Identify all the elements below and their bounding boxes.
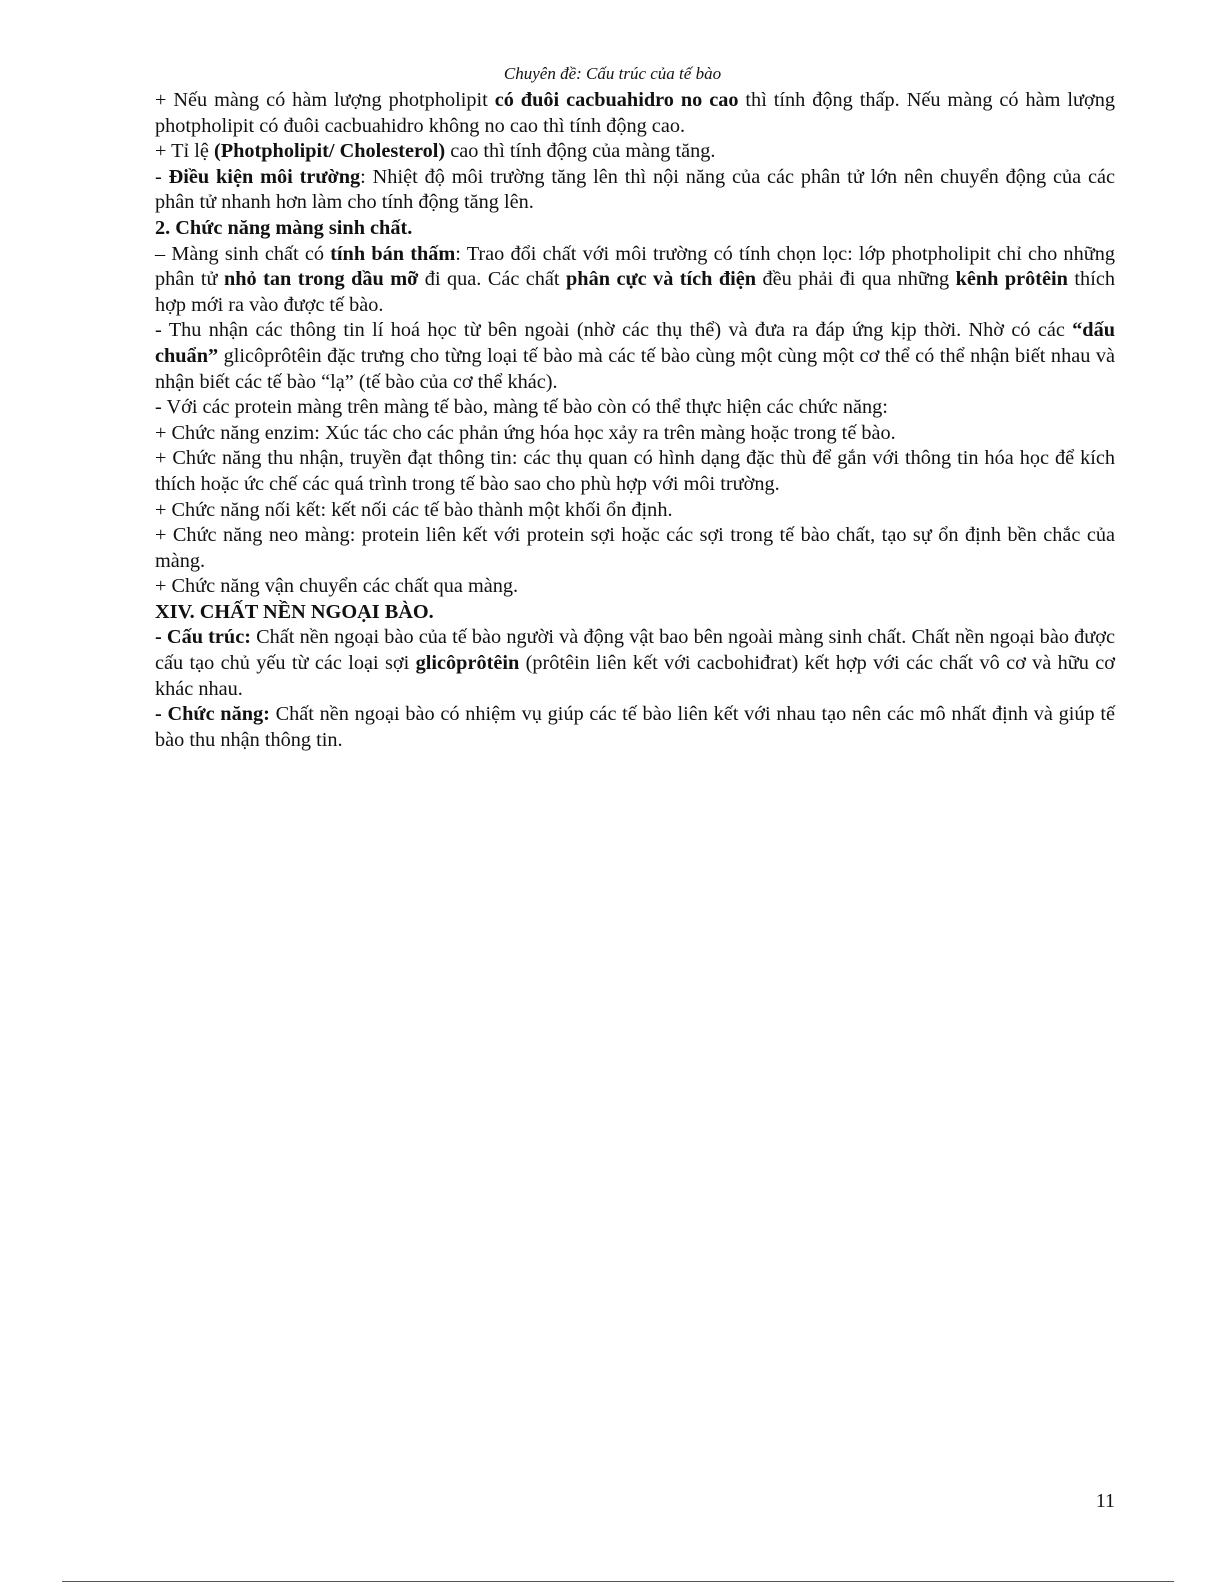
- bold-text-run: “dấu chuẩn”: [155, 319, 1115, 367]
- paragraph: [155, 600, 1115, 626]
- text-run: Chất nền ngoại bào có nhiệm vụ giúp các tế bào liên kết với nhau tạo nên các mô nhất định và giúp tế bào thu nhận thông tin.: [155, 703, 1116, 751]
- text-run: : Nhiệt độ môi trường tăng lên thì nội năng của các phân tử lớn nên chuyển động của các phân tử nhanh hơn làm cho tính động tăng lên.: [155, 165, 1115, 214]
- bold-text-run: 2. Chức năng màng sinh chất.: [155, 216, 413, 239]
- text-run: cao thì tính động của màng tăng.: [445, 140, 716, 163]
- page-number: 11: [1095, 1490, 1115, 1512]
- bold-text-run: Điều kiện môi trường: [168, 165, 361, 188]
- text-run: – Màng sinh chất có: [155, 242, 331, 265]
- paragraph: [155, 165, 1115, 216]
- paragraph: [155, 421, 1115, 447]
- text-run: + Chức năng thu nhận, truyền đạt thông tin: các thụ quan có hình dạng đặc thù để gắn với thông tin hóa học để kích thích hoặc ức chế các quá trình trong tế bào sao cho phù hợp với môi trường.: [155, 447, 1115, 495]
- text-run: + Nếu màng có hàm lượng photpholipit: [155, 89, 495, 111]
- text-run: đi qua. Các chất: [418, 268, 567, 291]
- paragraph: [155, 318, 1115, 395]
- text-run: + Chức năng nối kết: kết nối các tế bào thành một khối ổn định.: [155, 498, 673, 521]
- text-run: glicôprôtêin đặc trưng cho từng loại tế bào mà các tế bào cùng một cùng một cơ thể có thể nhận biết nhau và nhận biết các tế bào “lạ” (tế bào của cơ thể khác).: [155, 344, 1115, 393]
- paragraph: [155, 446, 1115, 497]
- text-run: : Trao đổi chất với môi trường có tính chọn lọc: lớp photpholipit chỉ cho những phân tử: [155, 242, 1115, 291]
- bold-text-run: có đuôi cacbuahidro no cao: [494, 89, 739, 111]
- paragraph: [155, 625, 1115, 702]
- bold-text-run: - Chức năng:: [155, 703, 270, 726]
- text-run: + Chức năng enzim: Xúc tác cho các phản ứng hóa học xảy ra trên màng hoặc trong tế bào.: [155, 421, 896, 444]
- paragraph: [155, 242, 1115, 319]
- document-body: [155, 88, 1115, 753]
- paragraph: [155, 702, 1115, 753]
- bold-text-run: tính bán thấm: [330, 242, 456, 265]
- bold-text-run: glicôprôtêin: [415, 652, 520, 675]
- paragraph: [155, 395, 1115, 421]
- bold-text-run: kênh prôtêin: [955, 268, 1068, 291]
- bold-text-run: XIV. CHẤT NỀN NGOẠI BÀO.: [155, 600, 434, 623]
- paragraph: [155, 88, 1115, 139]
- paragraph: [155, 498, 1115, 524]
- text-run: thì tính động thấp. Nếu màng có hàm lượng photpholipit có đuôi cacbuahidro không no cao thì tính động cao.: [155, 89, 1115, 137]
- paragraph: [155, 216, 1115, 242]
- text-run: - Với các protein màng trên màng tế bào, màng tế bào còn có thể thực hiện các chức năng:: [155, 396, 888, 419]
- bold-text-run: phân cực và tích điện: [566, 268, 757, 291]
- paragraph: [155, 139, 1115, 165]
- bold-text-run: - Cấu trúc:: [155, 626, 251, 649]
- footer-divider: [62, 1581, 1174, 1582]
- bold-text-run: (Photpholipit/ Cholesterol): [213, 140, 446, 163]
- text-run: (prôtêin liên kết với cacbohiđrat) kết hợp với các chất vô cơ và hữu cơ khác nhau.: [155, 652, 1115, 700]
- text-run: đều phải đi qua những: [756, 268, 956, 291]
- bold-text-run: nhỏ tan trong dầu mỡ: [223, 268, 419, 291]
- page-header: Chuyên đề: Cấu trúc của tế bào: [503, 64, 722, 83]
- text-run: + Chức năng vận chuyển các chất qua màng.: [155, 575, 519, 598]
- text-run: + Tỉ lệ: [155, 140, 214, 163]
- text-run: - Thu nhận các thông tin lí hoá học từ bên ngoài (nhờ các thụ thể) và đưa ra đáp ứng kịp thời. Nhờ có các: [155, 319, 1073, 342]
- text-run: + Chức năng neo màng: protein liên kết với protein sợi hoặc các sợi trong tế bào chất, tạo sự ổn định bền chắc của màng.: [155, 524, 1115, 572]
- text-run: thích hợp mới ra vào được tế bào.: [155, 268, 1115, 316]
- paragraph: [155, 523, 1115, 574]
- text-run: Chất nền ngoại bào của tế bào người và động vật bao bên ngoài màng sinh chất. Chất nền ngoại bào được cấu tạo chủ yếu từ các loại sợi: [155, 626, 1115, 675]
- paragraph: [155, 574, 1115, 600]
- text-run: -: [155, 165, 169, 188]
